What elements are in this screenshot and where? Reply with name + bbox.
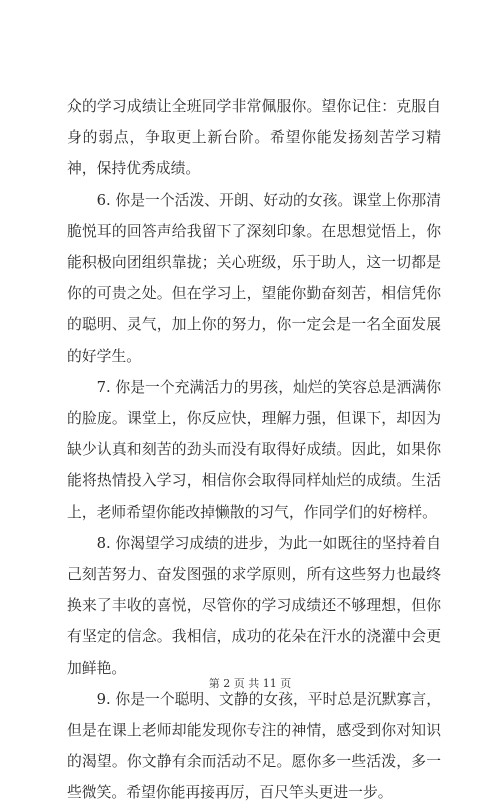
paragraph-comment-6: 6. 你是一个活泼、开朗、好动的女孩。课堂上你那清脆悦耳的回答声给我留下了深刻印象。在思想觉悟上，你能积极向团组织靠拢；关心班级，乐于助人，这一切都是你的可贵之处。但在学习上，望能你勤奋刻苦，相信凭你的聪明、灵气，加上你的努力，你一定会是一名全面发展的好学生。: [67, 191, 441, 365]
page-footer: 第 2 页 共 11 页: [208, 677, 292, 690]
paragraph-comment-9: 9. 你是一个聪明、文静的女孩，平时总是沉默寡言，但是在课上老师却能发现你专注的神情，感受到你对知识的渴望。你文静有余而活动不足。愿你多一些活泼，多一些微笑。希望你能再接再厉，百尺竿头更进一步。: [67, 690, 441, 802]
document-body: [67, 91, 441, 809]
paragraph-continuation: 众的学习成绩让全班同学非常佩服你。望你记住：克服自身的弱点，争取更上新台阶。希望你能发扬刻苦学习精神，保持优秀成绩。: [67, 98, 441, 178]
paragraph-comment-8: 8. 你渴望学习成绩的进步，为此一如既往的坚持着自己刻苦努力、奋发图强的求学原则，所有这些努力也最终换来了丰收的喜悦，尽管你的学习成绩还不够理想，但你有坚定的信念。我相信，成功的花朵在汗水的浇灌中会更加鲜艳。: [67, 534, 441, 677]
paragraph-comment-7: 7. 你是一个充满活力的男孩，灿烂的笑容总是洒满你的脸庞。课堂上，你反应快，理解力强，但课下，却因为缺少认真和刻苦的劲头而没有取得好成绩。因此，如果你能将热情投入学习，相信你会取得同样灿烂的成绩。生活上，老师希望你能改掉懒散的习气，作同学们的好榜样。: [67, 378, 441, 521]
